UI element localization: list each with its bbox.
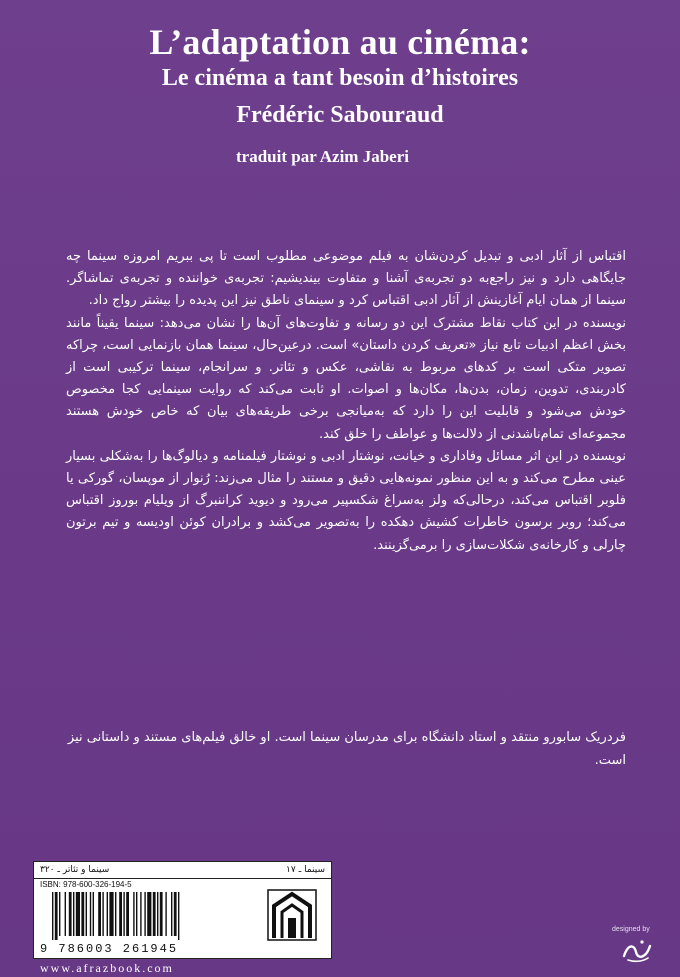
book-title: L’adaptation au cinéma: bbox=[149, 22, 531, 62]
designer-logo-icon bbox=[620, 936, 654, 964]
blurb-paragraph-1: اقتباس از آثار ادبی و تبدیل کردن‌شان به فیلم موضوعی مطلوب است تا پی ببریم امروزه سینما چه جایگاهی دارد و نیز راجع‌به دو تجربه‌ی آشنا و متفاوت بیندیشیم: تجربه‌ی خواننده و تجربه‌ی تماشاگر. سینما از همان ایام آغازینش از آثار ادبی اقتباس کرد و سینمای ناطق نیز این پدیده را بیشتر رواج داد. bbox=[66, 249, 626, 309]
translator-credit: traduit par Azim Jaberi bbox=[236, 147, 409, 166]
author-bio: فردریک سابورو منتقد و استاد دانشگاه برای مدرسان سینما است. او خالق فیلم‌های مستند و داستانی نیز است. bbox=[67, 730, 626, 768]
author-name: Frédéric Sabouraud bbox=[236, 102, 444, 128]
series-strip bbox=[34, 862, 331, 879]
series-label-theatre: سینما و تئاتر ـ ۳۲۰ bbox=[40, 865, 110, 875]
barcode-bars bbox=[52, 892, 242, 940]
isbn-number: ISBN: 978-600-326-194-5 bbox=[40, 880, 132, 889]
barcode-digits: 9 786003 261945 bbox=[40, 942, 179, 956]
book-subtitle: Le cinéma a tant besoin d’histoires bbox=[161, 65, 519, 91]
blurb-text bbox=[66, 246, 626, 557]
blurb-paragraph-2: نویسنده در این کتاب نقاط مشترک این دو رسانه و تفاوت‌های آن‌ها را نشان می‌دهد: سینما یقیناً مانند بخش اعظم ادبیات تابع نیاز «تعریف کردن داستان» است. درعین‌حال، سینما همان بازنمایی است، چراکه تصویر متکی است بر کدهای مربوط به نقاشی، عکس و تئاتر. و سرانجام، سینما ترکیبی است از کادربندی، تدوین، زمان، بدن‌ها، مکان‌ها و اصوات. او ثابت می‌کند که روایت سینمایی کجا مخصوص خودش می‌شود و قابلیت این را دارد که به‌میانجی برخی طریقه‌های بیان که خاص خودش هستند مجموعه‌ای تمام‌ناشدنی از دلالت‌ها و عواطف را خلق کند. bbox=[66, 315, 626, 442]
series-label-cinema: سینما ـ ۱۷ bbox=[286, 865, 325, 875]
publisher-website: www.afrazbook.com bbox=[40, 961, 174, 975]
publisher-logo-icon bbox=[264, 884, 320, 944]
barcode-panel bbox=[33, 861, 332, 959]
blurb-paragraph-3: نویسنده در این اثر مسائل وفاداری و خیانت، نوشتار ادبی و نوشتار فیلمنامه و دیالوگ‌ها را به‌شکلی بسیار عینی مطرح می‌کند و به این منظور نمونه‌هایی دقیق و مستند را مثال می‌زند: رُنوار از موپسان، گورکی یا فلوبر اقتباس می‌کند، درحالی‌که ولز به‌سراغ شکسپیر می‌رود و دیوید کراننبرگ از ویلیام بوروز اقتباس می‌کند؛ روبر برسون خاطرات کشیش دهکده را به‌تصویر می‌کشد و برادران کوئن اودیسه و تیم برتون چارلی و کارخانه‌ی شکلات‌سازی را برمی‌گزینند. bbox=[66, 448, 626, 553]
designed-by-label: designed by bbox=[612, 926, 650, 933]
